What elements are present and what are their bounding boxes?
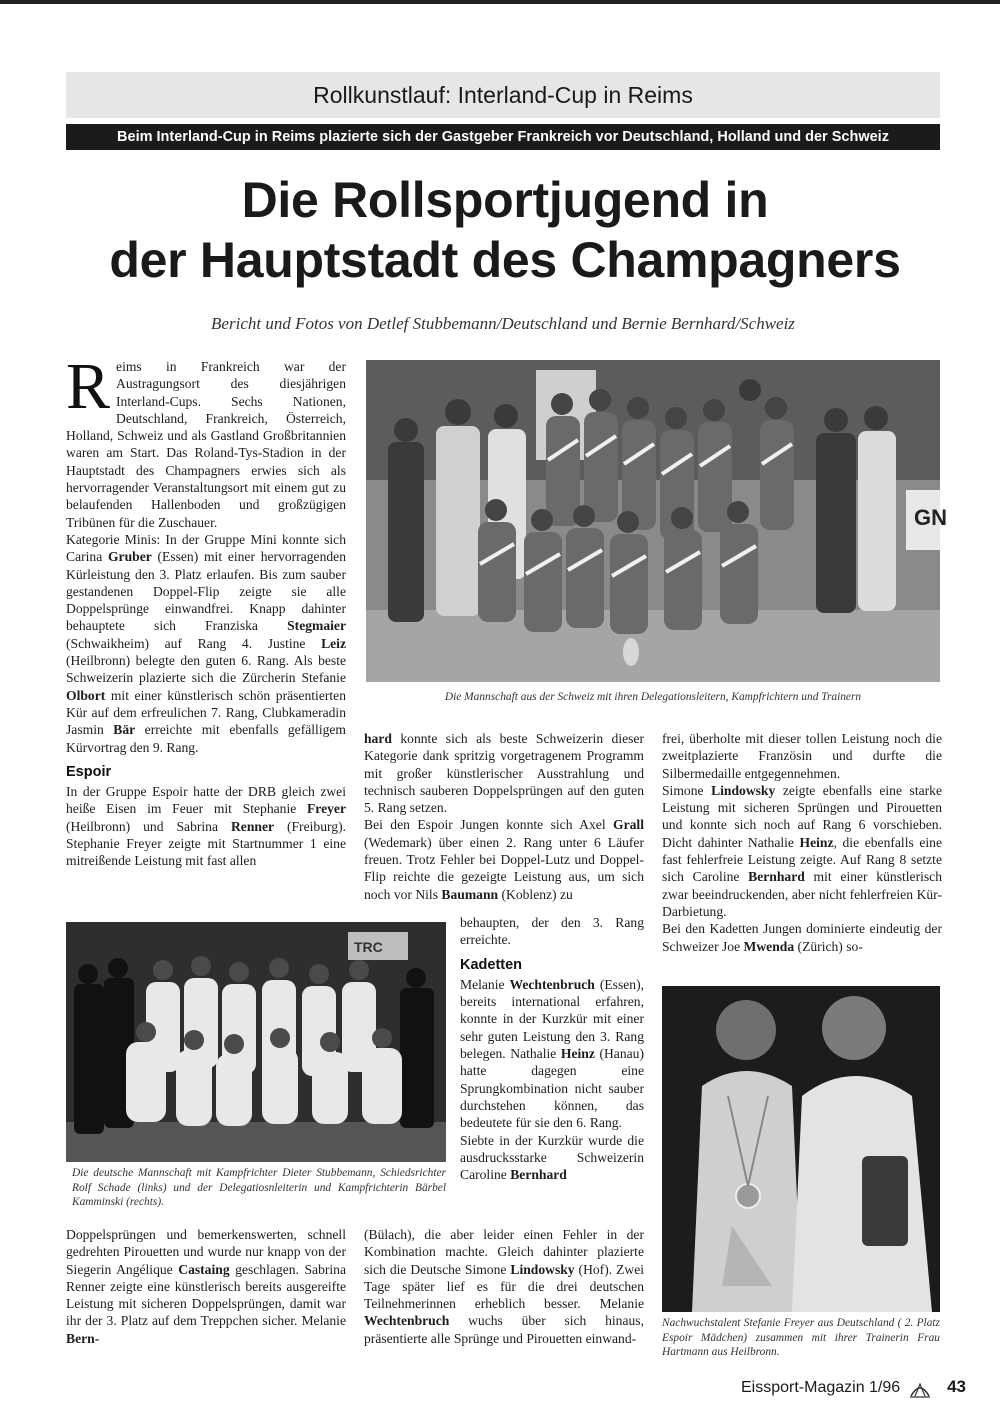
german-banner-text: TRC	[354, 939, 383, 955]
subhead-kadetten: Kadetten	[460, 956, 523, 973]
byline: Bericht und Fotos von Detlef Stubbemann/Deutschland und Bernie Bernhard/Schweiz	[211, 314, 795, 333]
kadetten-paragraph: Melanie Wechtenbruch (Essen), bereits international erfahren, konnte in der Kurzkür mit einer sehr guten Leistung den 3. Rang belegen. Nathalie Heinz (Hanau) hatte dagegen eine Sprungkombination nicht sauber durchstehen können, das bedeutete für sie den 6. Rang.	[460, 976, 644, 1131]
swiss-banner-text: GN	[914, 505, 947, 530]
column-2-top	[364, 730, 644, 903]
minis-paragraph: Kategorie Minis: In der Gruppe Mini konnte sich Carina Gruber (Essen) mit einer hervorragenden Kürleistung den 3. Platz erlaufen. Bis zum sauber gestandenen Doppel-Flip zeigte sie alle Doppelsprünge einwandfrei. Knapp dahinter behauptete sich Franziska Stegmaier (Schwaikheim) auf Rang 4. Justine Leiz (Heilbronn) belegte den guten 6. Rang. Als beste Schweizerin plazierte sich die Zürcherin Stefanie Olbort mit einer künstlerisch schön präsentierten Kür auf dem erfreulichen 7. Rang, Clubkameradin Jasmin Bär erreichte mit ebenfalls gefälligem Kürvortrag den 9. Rang.	[66, 531, 347, 755]
kurzkuer-paragraph: Siebte in der Kurzkür wurde die ausdrucksstarke Schweizerin Caroline Bernhard	[460, 1132, 644, 1183]
german-team-photo	[66, 922, 446, 1162]
column-1-top	[66, 350, 347, 870]
page-footer	[741, 1376, 966, 1398]
baumann-paragraph: behaupten, der den 3. Rang erreichte.	[460, 915, 644, 948]
lindowsky-paragraph: (Bülach), die aber leider einen Fehler in der Kombination machte. Gleich dahinter plazierte sich die Deutsche Simone Lindowsky (Hof). Zwei Tage später lief es für die drei deutschen Teilnehmerinnen erheblich besser. Melanie Wechtenbruch wuchs über sich hinaus, präsentierte alle Sprünge und Pirouetten einwand-	[364, 1227, 645, 1346]
espoir-boys-paragraph: Bei den Espoir Jungen konnte sich Axel Grall (Wedemark) über einen 2. Rang unter 6 Läufer freuen. Trotz Fehler bei Doppel-Lutz und Doppel-Flip reichte die gezeigte Leistung aus, um sich noch vor Nils Baumann (Koblenz) zu	[364, 817, 644, 902]
freyer-photo	[662, 986, 940, 1312]
swiss-team-photo	[366, 360, 947, 682]
bernhard-paragraph: hard konnte sich als beste Schweizerin dieser Kategorie dank spritzig vorgetragenem Programm mit großer künstlerischer Ausstrahlung und technisch sauberen Doppelsprüngen auf den guten 5. Rang setzen.	[364, 731, 644, 816]
column-2-bottom	[364, 1226, 644, 1347]
caption-swiss-team: Die Mannschaft aus der Schweiz mit ihren Delegationsleitern, Kampfrichtern und Trainern	[444, 691, 862, 703]
drop-cap: R	[66, 350, 111, 423]
top-rule	[0, 0, 1000, 4]
espoir-paragraph: In der Gruppe Espoir hatte der DRB gleich zwei heiße Eisen im Feuer mit Stephanie Freyer (Heilbronn) und Sabrina Renner (Freiburg). Stephanie Freyer zeigte mit Startnummer 1 eine mitreißende Leistung mit fast allen	[66, 784, 346, 869]
intro-paragraph	[66, 350, 346, 531]
mwenda-paragraph: Bei den Kadetten Jungen dominierte eindeutig der Schweizer Joe Mwenda (Zürich) so-	[662, 921, 942, 954]
title-line-2: der Hauptstadt des Champagners	[109, 232, 901, 288]
caption-german-team: Die deutsche Mannschaft mit Kampfrichter Dieter Stubbemann, Schiedsrichter Rolf Schade (links) und der Delegatiosnleiterin und Kampfrichterin Bärbel Kamminski (rechts).	[72, 1167, 446, 1208]
castaing-paragraph: Doppelsprüngen und bemerkenswerten, schnell gedrehten Pirouetten und wurde nur knapp von der Siegerin Angélique Castaing geschlagen. Sabrina Renner zeigte eine künstlerisch bereits ausgereifte Leistung mit sicheren Doppelsprüngen, damit war ihr der 3. Platz auf dem Treppchen sicher. Melanie Bern-	[66, 1227, 346, 1346]
caption-freyer: Nachwuchstalent Stefanie Freyer aus Deutschland ( 2. Platz Espoir Mädchen) zusammen mit ihrer Trainerin Frau Hartmann aus Heilbronn.	[662, 1317, 940, 1358]
section-kicker: Rollkunstlauf: Interland-Cup in Reims	[66, 72, 940, 118]
silver-paragraph: frei, überholte mit dieser tollen Leistung noch die zweitplazierte Französin und durfte die Silbermedaille entgegennehmen.	[662, 731, 942, 781]
page-title	[40, 170, 970, 290]
col3-lindowsky-paragraph: Simone Lindowsky zeigte ebenfalls eine starke Leistung mit sicheren Sprüngen und Pirouetten und konnte sich noch auf Rang 6 vorschieben. Dicht dahinter Nathalie Heinz, die ebenfalls eine fast fehlerfreie Leistung zeigte. Auf Rang 8 setzte sich Caroline Bernhard mit einer künstlerisch zwar beeindruckenden, aber nicht fehlerfreien Kür-Darbietung.	[662, 782, 942, 919]
magazine-logo-icon	[909, 1378, 931, 1398]
column-2-narrow	[460, 914, 644, 1183]
magazine-issue: Eissport-Magazin 1/96	[740, 1379, 901, 1396]
page-number: 43	[947, 1377, 966, 1396]
intro-text: eims in Frankreich war der Austragungsort des diesjährigen Interland-Cups. Sechs Nationen, Deutschland, Frankreich, Österreich, Holland, Schweiz und als Gastland Großbritannien waren am Start. Das Roland-Tys-Stadion in der Hauptstadt des Champagners erwies sich als hervorragender Veranstaltungsort mit einem gut zu belaufenden Hallenboden und großzügigen Tribünen für die Zuschauer.	[66, 359, 346, 530]
title-line-1: Die Rollsportjugend in	[241, 172, 769, 228]
column-3	[662, 730, 942, 955]
subhead-espoir: Espoir	[66, 763, 112, 780]
strapline: Beim Interland-Cup in Reims plazierte sich der Gastgeber Frankreich vor Deutschland, Holland und der Schweiz	[66, 124, 940, 150]
column-1-bottom	[66, 1226, 346, 1347]
